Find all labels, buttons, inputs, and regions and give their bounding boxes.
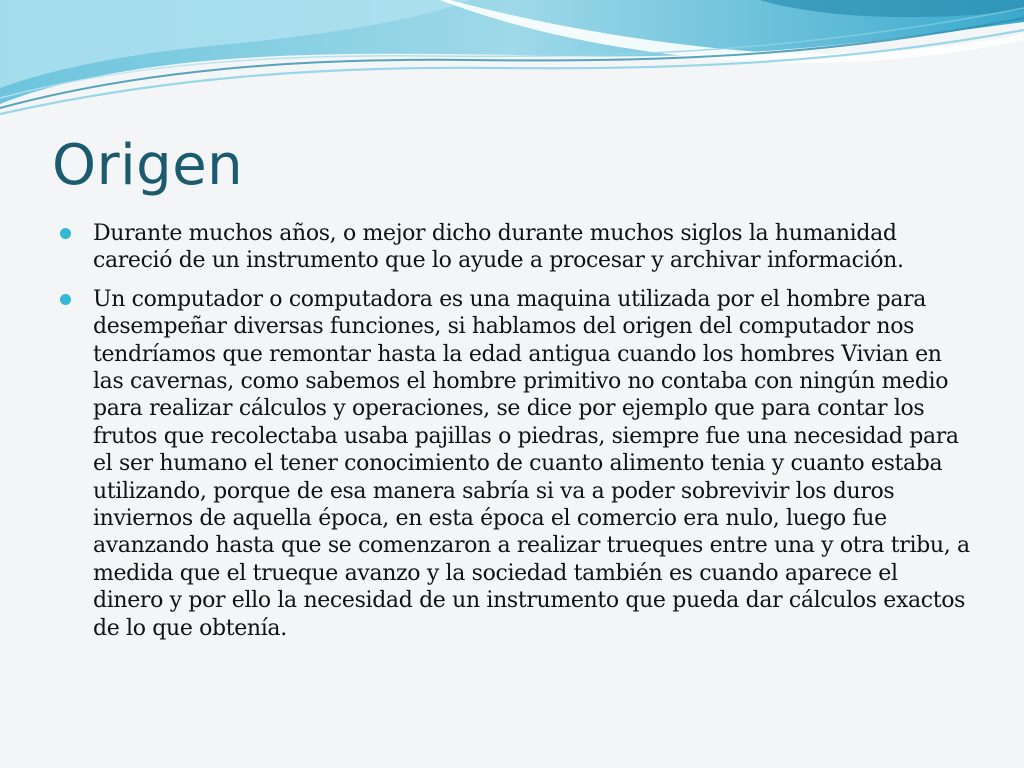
bullet-dot-icon [60, 228, 71, 239]
bullet-list [60, 220, 970, 653]
bullet-text: Un computador o computadora es una maquina utilizada por el hombre para desempeñar diversas funciones, si hablamos del origen del computador nos tendríamos que remontar hasta la edad antigua cuando los hombres Vivian en las cavernas, como sabemos el hombre primitivo no contaba con ningún medio para realizar cálculos y operaciones, se dice por ejemplo que para contar los frutos que recolectaba usaba pajillas o piedras, siempre fue una necesidad para el ser humano el tener conocimiento de cuanto alimento tenia y cuanto estaba utilizando, porque de esa manera sabría si va a poder sobrevivir los duros inviernos de aquella época, en esta época el comercio era nulo, luego fue avanzando hasta que se comenzaron a realizar trueques entre una y otra tribu, a medida que el trueque avanzo y la sociedad también es cuando aparece el dinero y por ello la necesidad de un instrumento que pueda dar cálculos exactos de lo que obtenía. [93, 286, 970, 641]
bullet-item [60, 286, 970, 642]
bullet-text: Durante muchos años, o mejor dicho durante muchos siglos la humanidad careció de un instrumento que lo ayude a procesar y archivar información. [93, 221, 904, 274]
slide-title: Origen [52, 133, 244, 198]
wave-header-decoration [0, 0, 1024, 130]
bullet-dot-icon [60, 294, 71, 305]
bullet-item [60, 220, 970, 275]
